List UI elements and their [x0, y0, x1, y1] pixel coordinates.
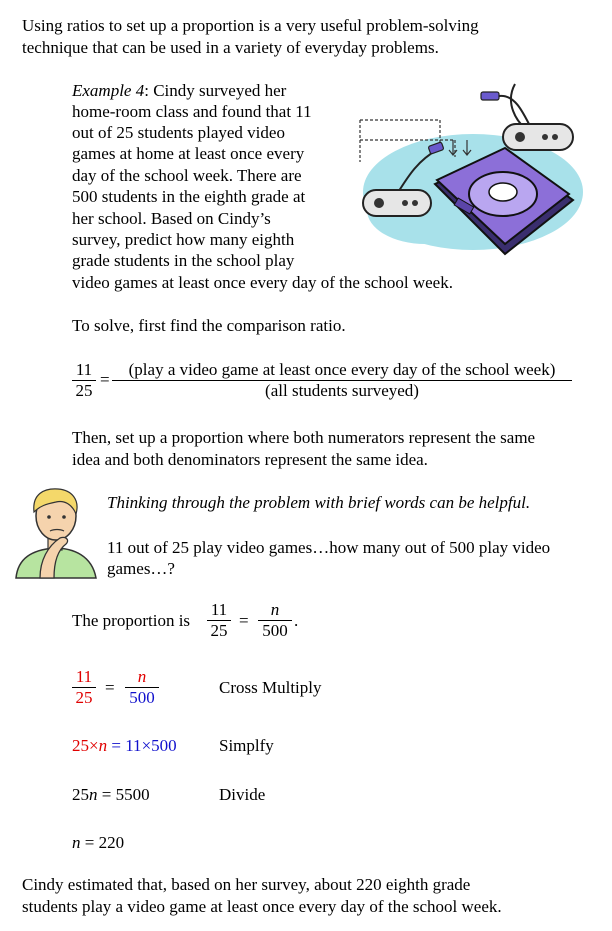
proportion-equals: = — [239, 611, 249, 630]
example-line-4: games at home at least once every — [72, 144, 305, 163]
step2-label: Simplfy — [219, 736, 274, 755]
step1-label: Cross Multiply — [219, 678, 322, 697]
ratio-equals: = — [100, 370, 110, 389]
words-fraction: (play a video game at least once every day of the school week) (all students surveyed) — [112, 360, 572, 401]
example-line-5: day of the school week. There are — [72, 166, 302, 185]
step4-answer: n = 220 — [72, 833, 125, 852]
setup-line-1: Then, set up a proportion where both numerators represent the same — [72, 428, 536, 447]
step3-label: Divide — [219, 785, 266, 804]
example-label: Example 4 — [72, 81, 145, 100]
video-game-console-illustration — [355, 82, 585, 267]
intro-line-2: technique that can be used in a variety of everyday problems. — [22, 38, 439, 57]
thinking-line-1: 11 out of 25 play video games…how many out of 500 play video — [107, 538, 551, 557]
intro-line-1: Using ratios to set up a proportion is a very useful problem-solving — [22, 16, 479, 35]
example-line-1: Example 4: Cindy surveyed her — [72, 81, 287, 100]
ratio-fraction: 11 25 — [72, 360, 96, 401]
conclusion-line-2: students play a video game at least once every day of the school week. — [22, 897, 502, 916]
proportion-period: . — [294, 611, 299, 630]
step2-expression: 25×n = 11×500 — [72, 736, 177, 755]
thinking-line-2: games…? — [107, 559, 175, 578]
step1-fraction-left: 11 25 — [72, 667, 96, 708]
plug-icon — [481, 92, 499, 100]
step3-expression: 25n = 5500 — [72, 785, 150, 804]
proportion-label: The proportion is — [72, 611, 191, 630]
example-line-9: grade students in the school play — [72, 251, 295, 270]
proportion-fraction-right: n 500 — [258, 600, 292, 641]
step1-equals: = — [105, 678, 115, 697]
example-line-2: home-room class and found that 11 — [72, 102, 312, 121]
proportion-fraction-left: 11 25 — [207, 600, 231, 641]
controller-left-icon — [363, 190, 431, 216]
example-line-8: survey, predict how many eighth — [72, 230, 295, 249]
thinking-man-illustration — [14, 486, 98, 580]
conclusion-line-1: Cindy estimated that, based on her survey, about 220 eighth grade — [22, 875, 471, 894]
setup-line-2: idea and both denominators represent the same idea. — [72, 450, 428, 469]
step1-fraction-right: n 500 — [125, 667, 159, 708]
example-line-7: her school. Based on Cindy’s — [72, 209, 271, 228]
solve-intro: To solve, first find the comparison ratio. — [72, 316, 346, 335]
example-line-10: video games at least once every day of the school week. — [72, 273, 453, 292]
example-line-3: out of 25 students played video — [72, 123, 285, 142]
thinking-tip: Thinking through the problem with brief words can be helpful. — [107, 493, 531, 512]
controller-right-icon — [503, 124, 573, 150]
example-line-6: 500 students in the eighth grade at — [72, 187, 306, 206]
